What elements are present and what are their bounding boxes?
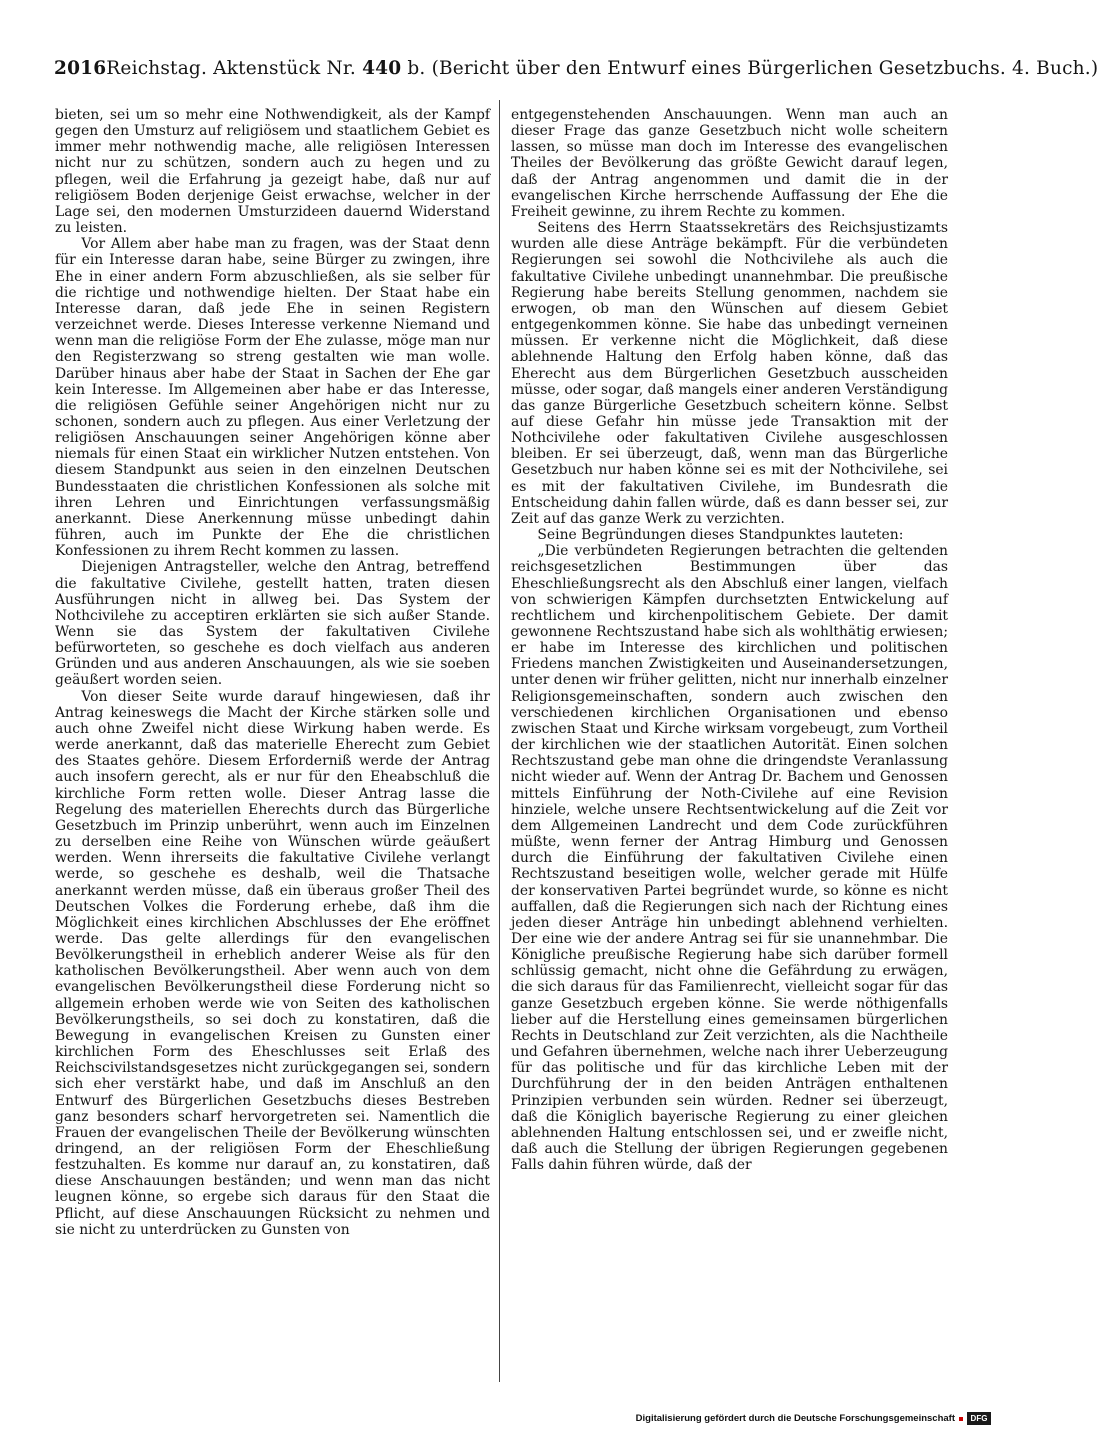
separator-dot-icon xyxy=(959,1417,963,1421)
paragraph: Seine Begründungen dieses Standpunktes lauteten: xyxy=(537,527,904,544)
credit-text: Digitalisierung gefördert durch die Deutsche Forschungsgemeinschaft xyxy=(635,1413,955,1424)
page-header xyxy=(54,58,1098,79)
paragraph: Vor Allem aber habe man zu fragen, was der Staat denn für ein Interesse daran habe, seine Bürger zu zwingen, ihre Ehe in einer andern Form abzuschließen, als sie selber für die richtige und nothwendige hielten. Der Staat habe ein Interesse daran, daß jede Ehe in seinen Registern verzeichnet werde. Dieses Interesse verkenne Niemand und wenn man die religiöse Form der Ehe zulasse, möge man nur den Registerzwang so streng gestalten wie man wolle. Darüber hinaus aber habe der Staat in Sachen der Ehe gar kein Interesse. Im Allgemeinen aber habe er das Interesse, die religiösen Gefühle seiner Angehörigen nicht nur zu schonen, sondern auch zu pflegen. Aus einer Verletzung der religiösen Anschauungen seiner Angehörigen könne aber niemals für einen Staat ein wirklicher Nutzen entstehen. Von diesem Standpunkt aus seien in den einzelnen Deutschen Bundesstaaten die christlichen Konfessionen als solche mit ihren Lehren und Einrichtungen verfassungsmäßig anerkannt. Diese Anerkennung müsse unbedingt dahin führen, auch im Punkte der Ehe die christlichen Konfessionen zu ihrem Recht kommen zu lassen. xyxy=(55,236,490,560)
paragraph: Seitens des Herrn Staatssekretärs des Reichsjustizamts wurden alle diese Anträge bekämpft. Für die verbündeten Regierungen sei sowohl die Nothcivilehe als auch die fakultative Civilehe unbedingt unannehmbar. Die preußische Regierung habe bereits Stellung genommen, nachdem sie erwogen, ob man den Wünschen auf diesem Gebiet entgegenkommen könne. Sie habe das unbedingt verneinen müssen. Er verkenne nicht die Möglichkeit, daß diese ablehnende Haltung den Erfolg haben könne, daß das Eherecht aus dem Bürgerlichen Gesetzbuch ausscheiden müsse, oder sogar, daß mangels einer anderen Verständigung das ganze Bürgerliche Gesetzbuch scheitern könne. Selbst auf diese Gefahr hin müsse jede Transaktion mit der Nothcivilehe oder fakultativen Civilehe ausgeschlossen bleiben. Er sei überzeugt, daß, wenn man das Bürgerliche Gesetzbuch nur haben könne sei es mit der Nothcivilehe, sei es mit der fakultativen Civilehe, im Bundesrath die Entscheidung dahin fallen würde, daß es dann besser sei, zur Zeit auf das ganze Werk zu verzichten. xyxy=(511,220,948,527)
paragraph: entgegenstehenden Anschauungen. Wenn man auch an dieser Frage das ganze Gesetzbuch nicht wolle scheitern lassen, so müsse man doch im Interesse des evangelischen Theiles der Bevölkerung das größte Gewicht darauf legen, daß der Antrag angenommen und damit die in der evangelischen Kirche herrschende Auffassung der Ehe die Freiheit gewinne, zu ihrem Rechte zu kommen. xyxy=(511,107,948,220)
paragraph: „Die verbündeten Regierungen betrachten die geltenden reichsgesetzlichen Bestimmungen über das Eheschließungsrecht als den Abschluß einer langen, vielfach von schwierigen Kämpfen durchsetzten Entwickelung auf rechtlichem und kirchenpolitischem Gebiete. Der damit gewonnene Rechtszustand habe sich als wohlthätig erwiesen; er habe im Interesse des kirchlichen und politischen Friedens manchen Zwistigkeiten und Auseinandersetzungen, unter denen wir früher gelitten, nicht nur innerhalb einzelner Religionsgemeinschaften, sondern auch zwischen den verschiedenen kirchlichen Organisationen und ebenso zwischen Staat und Kirche wirksam vorgebeugt, zum Vortheil der kirchlichen wie der staatlichen Autorität. Einen solchen Rechtszustand gebe man ohne die dringendste Veranlassung nicht wieder auf. Wenn der Antrag Dr. Bachem und Genossen mittels Einführung der Noth-Civilehe auf eine Revision hinziele, welche unsere Rechtsentwickelung auf die Zeit vor dem Allgemeinen Landrecht und dem Code zurückführen müßte, wenn ferner der Antrag Himburg und Genossen durch die Einführung der fakultativen Civilehe einen Rechtszustand beseitigen wolle, welcher gerade mit Hülfe der konservativen Partei begründet wurde, so könne es nicht auffallen, daß die Regierungen sich nach der Richtung eines jeden dieser Anträge hin unbedingt ablehnend verhielten. Der eine wie der andere Antrag sei für sie unannehmbar. Die Königliche preußische Regierung habe sich darüber formell schlüssig gemacht, nicht ohne die Gefährdung zu erwägen, die sich daraus für das Familienrecht, vielleicht sogar für das ganze Gesetzbuch ergeben könne. Sie werde nöthigenfalls lieber auf die Herstellung eines gemeinsamen bürgerlichen Rechts in Deutschland zur Zeit verzichten, als die Nachtheile und Gefahren übernehmen, welche nach ihrer Ueberzeugung für das politische und für das kirchliche Leben mit der Durchführung der in den beiden Anträgen enthaltenen Prinzipien verbunden sein würden. Redner sei überzeugt, daß die Königlich bayerische Regierung zu einer gleichen ablehnenden Haltung entschlossen sei, und er zweifle nicht, daß auch die Stellung der übrigen Regierungen gegebenen Falls dahin führen würde, daß der xyxy=(511,543,948,1174)
running-title-suffix: b. (Bericht über den Entwurf eines Bürgerlichen Gesetzbuchs. 4. Buch.) xyxy=(401,58,1098,79)
document-number: 440 xyxy=(362,58,402,79)
left-column xyxy=(55,107,490,1379)
dfg-logo: DFG xyxy=(967,1412,991,1425)
page-number: 2016 xyxy=(54,58,107,79)
right-column xyxy=(511,107,948,1379)
running-title xyxy=(106,58,1098,79)
digitization-credit xyxy=(636,1412,991,1425)
paragraph: Diejenigen Antragsteller, welche den Antrag, betreffend die fakultative Civilehe, gestellt hatten, traten diesen Ausführungen nicht in allweg bei. Das System der Nothcivilehe zu acceptiren erklärten sie sich außer Stande. Wenn sie das System der fakultativen Civilehe befürworteten, so geschehe es doch vielfach aus anderen Gründen und aus anderen Anschauungen, als wie sie soeben geäußert worden seien. xyxy=(55,559,490,689)
running-title-prefix: Reichstag. Aktenstück Nr. xyxy=(106,58,363,79)
paragraph: Von dieser Seite wurde darauf hingewiesen, daß ihr Antrag keineswegs die Macht der Kirche stärken solle und auch ohne Zweifel nicht diese Wirkung haben werde. Es werde anerkannt, daß das materielle Eherecht zum Gebiet des Staates gehöre. Diesem Erforderniß werde der Antrag auch insofern gerecht, als er nur für den Eheabschluß die kirchliche Form retten wolle. Dieser Antrag lasse die Regelung des materiellen Eherechts durch das Bürgerliche Gesetzbuch im Prinzip unberührt, wenn auch im Einzelnen zu derselben eine Reihe von Wünschen würde geäußert werden. Wenn ihrerseits die fakultative Civilehe verlangt werde, so geschehe es deshalb, weil die Thatsache anerkannt werden müsse, daß ein überaus großer Theil des Deutschen Volkes die Forderung erhebe, daß ihm die Möglichkeit eines kirchlichen Abschlusses der Ehe eröffnet werde. Das gelte allerdings für den evangelischen Bevölkerungstheil in erheblich anderer Weise als für den katholischen Bevölkerungstheil. Aber wenn auch von dem evangelischen Bevölkerungstheil diese Forderung nicht so allgemein erhoben werde wie von Seiten des katholischen Bevölkerungstheils, so sei doch zu konstatiren, daß die Bewegung in evangelischen Kreisen zu Gunsten einer kirchlichen Form des Eheschlusses seit Erlaß des Reichscivilstandsgesetzes nicht zurückgegangen sei, sondern sich eher verstärkt habe, und daß im Anschluß an den Entwurf des Bürgerlichen Gesetzbuchs dieses Bestreben ganz besonders scharf hervorgetreten sei. Namentlich die Frauen der evangelischen Theile der Bevölkerung wünschten dringend, an der religiösen Form der Eheschließung festzuhalten. Es komme nur darauf an, zu konstatiren, daß diese Anschauungen beständen; und wenn man das nicht leugnen könne, so ergebe sich daraus für den Staat die Pflicht, auf diese Anschauungen Rücksicht zu nehmen und sie nicht zu unterdrücken zu Gunsten von xyxy=(55,688,490,1238)
paragraph: bieten, sei um so mehr eine Nothwendigkeit, als der Kampf gegen den Umsturz auf religiösem und staatlichem Gebiet es immer mehr nothwendig mache, alle religiösen Interessen nicht nur zu schützen, sondern auch zu hegen und zu pflegen, weil die Erfahrung ja gezeigt habe, daß nur auf religiösem Boden derjenige Geist erwachse, welcher in der Lage sei, den modernen Umsturzideen dauernd Widerstand zu leisten. xyxy=(55,107,490,237)
column-divider xyxy=(499,100,500,1382)
